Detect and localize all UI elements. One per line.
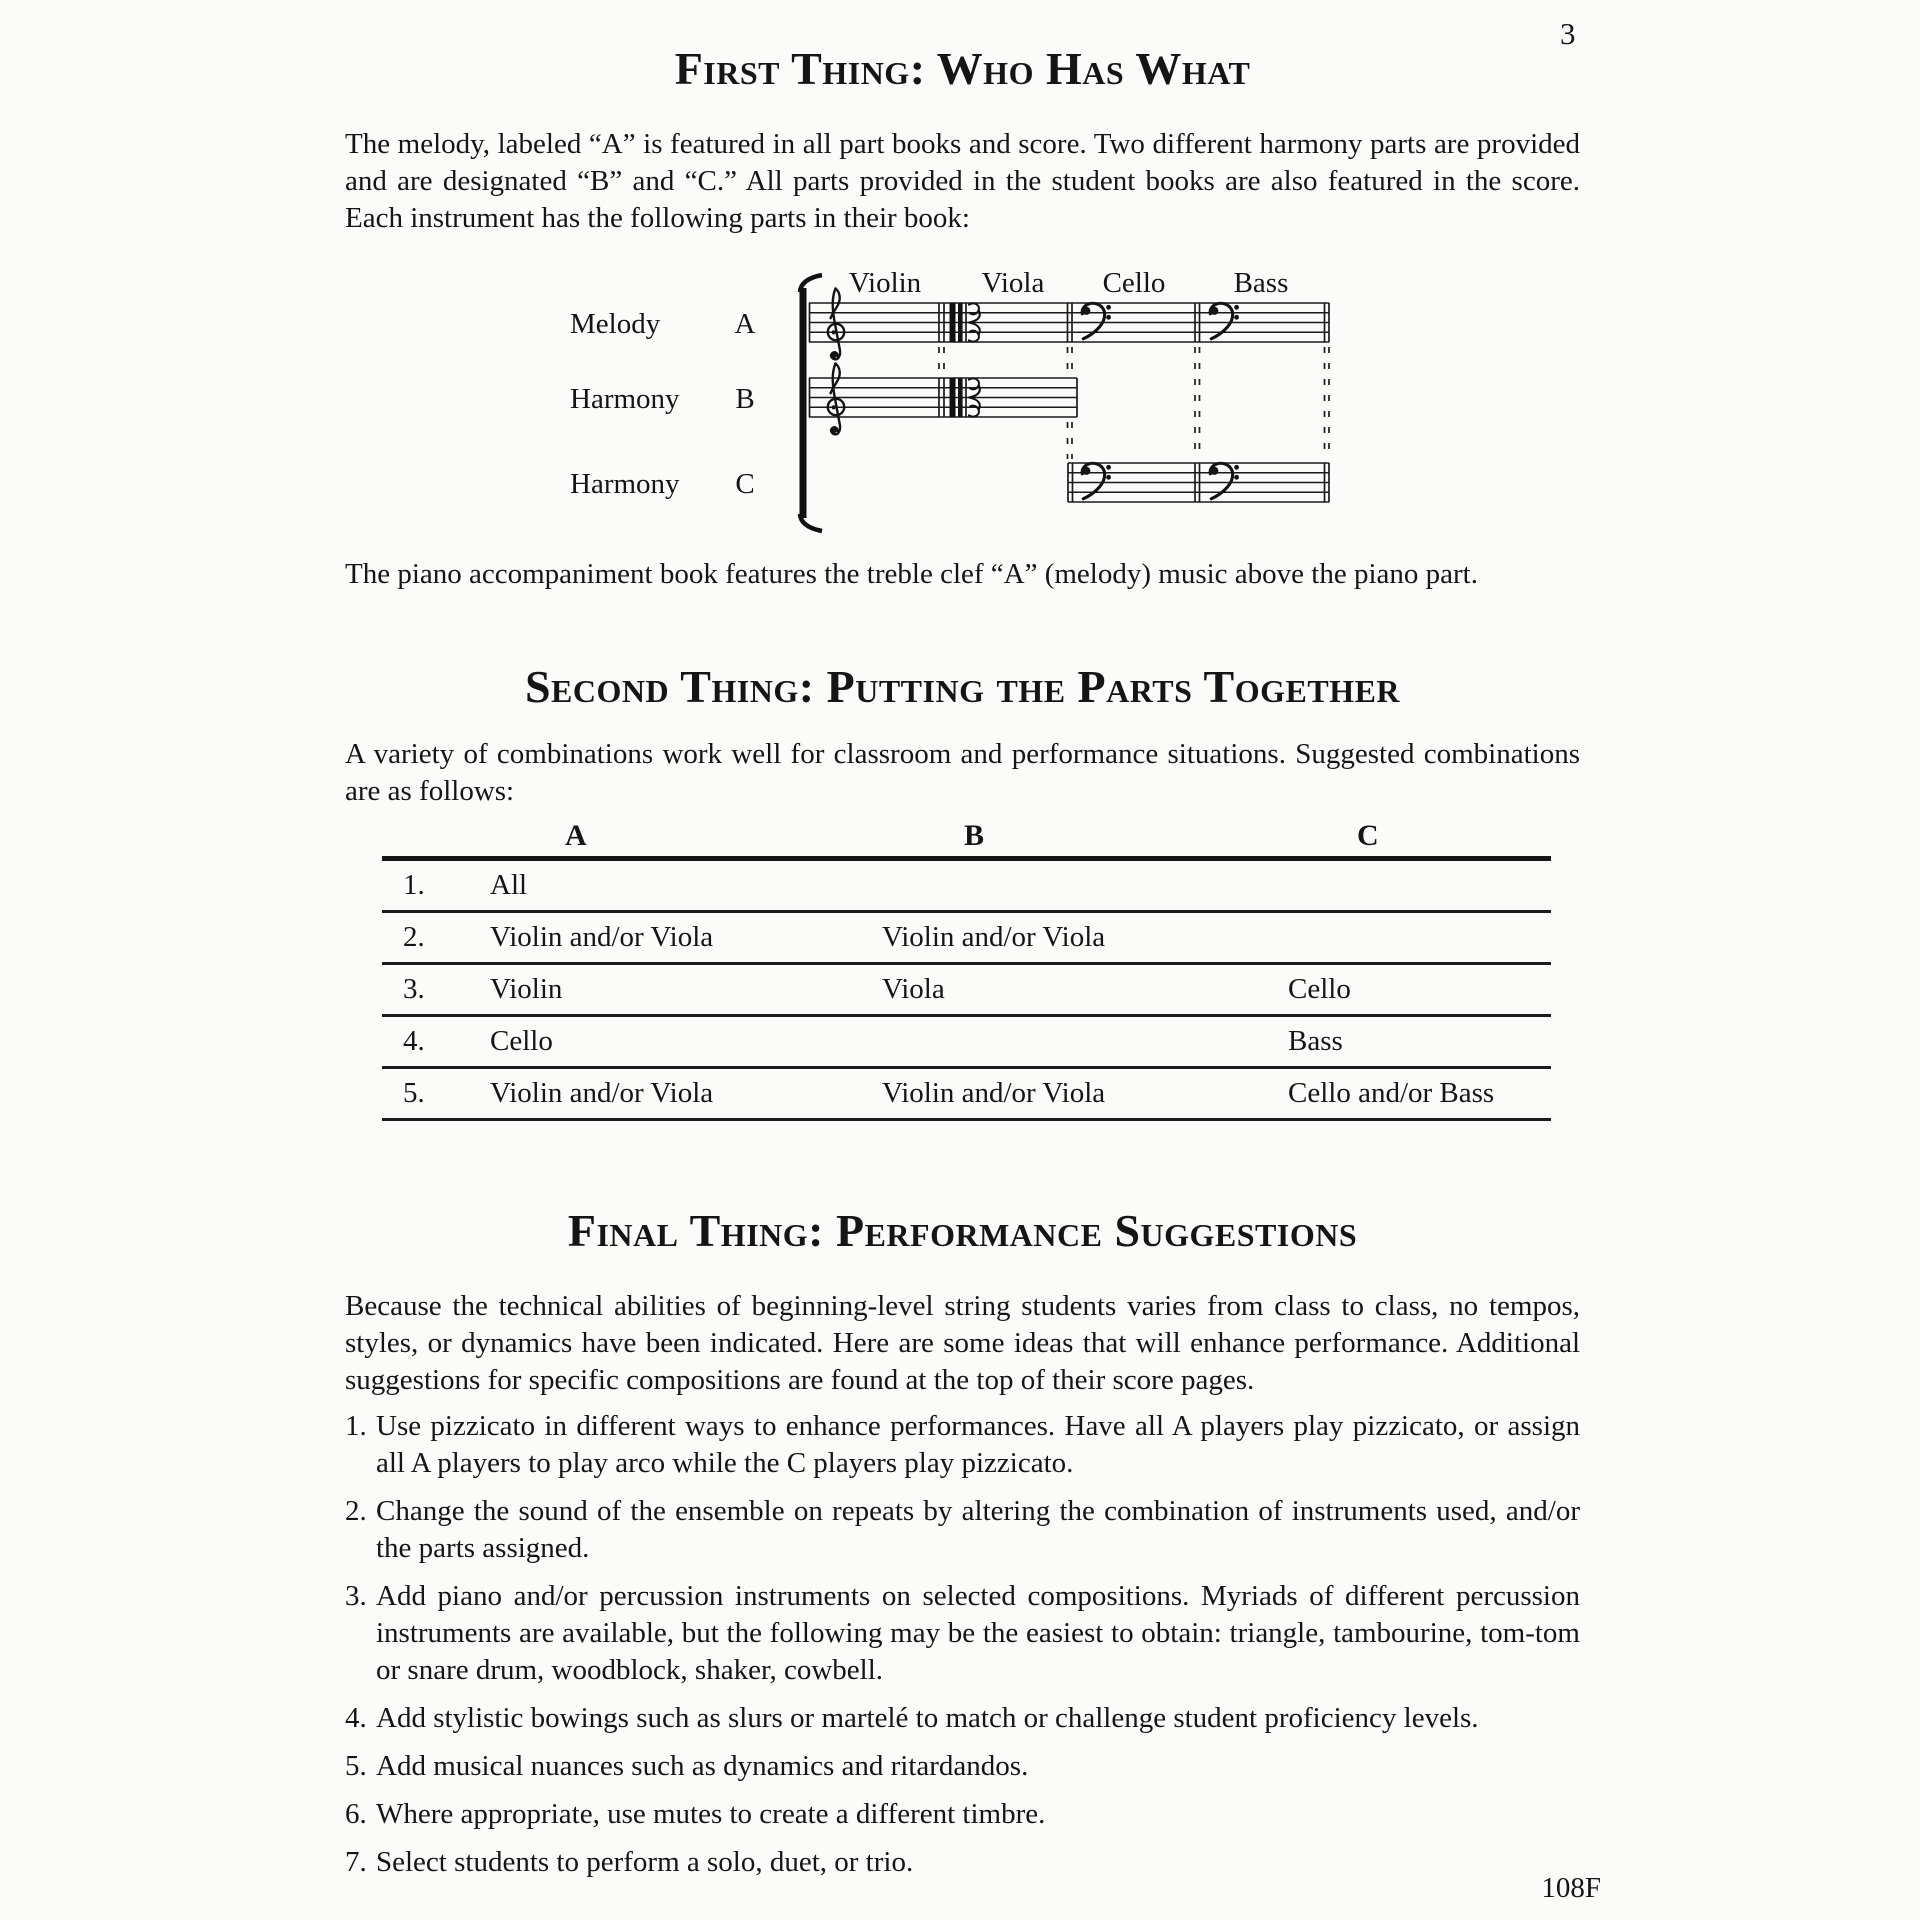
table-row bbox=[382, 1069, 1551, 1121]
staff-harmony-b bbox=[809, 364, 1077, 435]
staff-harmony-c bbox=[1068, 463, 1329, 502]
cell-a: Cello bbox=[490, 1025, 553, 1057]
section-final-intro: Because the technical abilities of beginning-level string students varies from class to class, no tempos, styles, or dynamics have been indicated. Here are some ideas that will enhance performance. Additional suggestions for specific compositions are found at the top of their score pages. bbox=[345, 1290, 1580, 1396]
column-label-viola: Viola bbox=[981, 267, 1045, 299]
list-item bbox=[345, 1844, 1580, 1881]
list-item bbox=[345, 1408, 1580, 1482]
cell-c: Bass bbox=[1288, 1025, 1343, 1057]
section-first-intro: The melody, labeled “A” is featured in all part books and score. Two different harmony parts are provided and are designated “B” and “C.” All parts provided in the student books are also featured in the score. Each instrument has the following parts in their book: bbox=[345, 128, 1580, 234]
table-row bbox=[382, 1017, 1551, 1069]
cell-a: Violin bbox=[490, 973, 563, 1005]
table-row bbox=[382, 861, 1551, 913]
cell-a: Violin and/or Viola bbox=[490, 921, 714, 953]
item-number: 7. bbox=[345, 1846, 367, 1878]
item-text: Add musical nuances such as dynamics and ritardandos. bbox=[376, 1750, 1029, 1782]
cell-c: Cello bbox=[1288, 973, 1351, 1005]
column-label-bass: Bass bbox=[1233, 267, 1289, 299]
item-text: Change the sound of the ensemble on repeats by altering the combination of instruments used, and/or the parts assigned. bbox=[376, 1495, 1580, 1564]
section-final-title: Final Thing: Performance Suggestions bbox=[567, 1205, 1358, 1256]
plate-number: 108F bbox=[1541, 1872, 1601, 1904]
row-letter-c: C bbox=[735, 468, 755, 500]
item-number: 5. bbox=[345, 1750, 367, 1782]
row-number: 3. bbox=[403, 973, 425, 1005]
treble-clef-icon bbox=[828, 364, 844, 435]
column-label-violin: Violin bbox=[848, 267, 922, 299]
column-header-c: C bbox=[1357, 819, 1379, 852]
piano-accompaniment-note: The piano accompaniment book features the treble clef “A” (melody) music above the piano part. bbox=[345, 558, 1478, 590]
item-text: Add stylistic bowings such as slurs or martelé to match or challenge student proficiency levels. bbox=[376, 1702, 1479, 1734]
bass-clef-icon bbox=[1082, 303, 1111, 338]
row-label-melody-a: Melody bbox=[570, 308, 661, 340]
list-item bbox=[345, 1796, 1580, 1833]
item-number: 3. bbox=[345, 1580, 367, 1612]
table-row bbox=[382, 913, 1551, 965]
row-number: 2. bbox=[403, 921, 425, 953]
item-number: 2. bbox=[345, 1495, 367, 1527]
cell-a: Violin and/or Viola bbox=[490, 1077, 714, 1109]
column-label-cello: Cello bbox=[1102, 267, 1166, 299]
dashed-connectors bbox=[939, 347, 1329, 459]
list-item bbox=[345, 1493, 1580, 1567]
treble-clef-icon bbox=[828, 289, 844, 360]
combinations-table-header bbox=[382, 816, 1551, 861]
row-label-harmony-c: Harmony bbox=[570, 468, 680, 500]
row-label-harmony-b: Harmony bbox=[570, 383, 680, 415]
bass-clef-icon bbox=[1210, 303, 1239, 338]
item-text: Use pizzicato in different ways to enhance performances. Have all A players play pizzicato, or assign all A players to play arco while the C players play pizzicato. bbox=[376, 1410, 1580, 1479]
row-number: 1. bbox=[403, 869, 425, 901]
bass-clef-icon bbox=[1082, 463, 1111, 498]
item-number: 6. bbox=[345, 1798, 367, 1830]
performance-suggestions-list bbox=[345, 1408, 1580, 1892]
cell-b: Viola bbox=[882, 973, 945, 1005]
item-text: Add piano and/or percussion instruments on selected compositions. Myriads of different percussion instruments are available, but the following may be the easiest to obtain: triangle, tambourine, tom-tom or snare drum, woodblock, shaker, cowbell. bbox=[376, 1580, 1580, 1686]
column-header-b: B bbox=[964, 819, 985, 852]
item-text: Select students to perform a solo, duet, or trio. bbox=[376, 1846, 914, 1878]
cell-b: Violin and/or Viola bbox=[882, 921, 1106, 953]
item-text: Where appropriate, use mutes to create a different timbre. bbox=[376, 1798, 1046, 1830]
row-number: 5. bbox=[403, 1077, 425, 1109]
cell-a: All bbox=[490, 869, 528, 901]
cell-c: Cello and/or Bass bbox=[1288, 1077, 1495, 1109]
row-letter-a: A bbox=[734, 308, 756, 340]
instrumentation-diagram bbox=[550, 250, 1340, 540]
row-number: 4. bbox=[403, 1025, 425, 1057]
item-number: 1. bbox=[345, 1410, 367, 1442]
bass-clef-icon bbox=[1210, 463, 1239, 498]
list-item bbox=[345, 1748, 1580, 1785]
item-number: 4. bbox=[345, 1702, 367, 1734]
section-first-title: First Thing: Who Has What bbox=[674, 43, 1251, 94]
column-header-a: A bbox=[565, 819, 587, 852]
table-row bbox=[382, 965, 1551, 1017]
list-item bbox=[345, 1700, 1580, 1737]
list-item bbox=[345, 1578, 1580, 1689]
combinations-table bbox=[382, 816, 1551, 1121]
row-letter-b: B bbox=[735, 383, 755, 415]
section-second-title: Second Thing: Putting the Parts Together bbox=[524, 661, 1401, 712]
section-second-intro: A variety of combinations work well for classroom and performance situations. Suggested combinations are as follows: bbox=[345, 738, 1580, 807]
cell-b: Violin and/or Viola bbox=[882, 1077, 1106, 1109]
page-number: 3 bbox=[1560, 16, 1576, 51]
staff-melody-a bbox=[809, 289, 1329, 360]
